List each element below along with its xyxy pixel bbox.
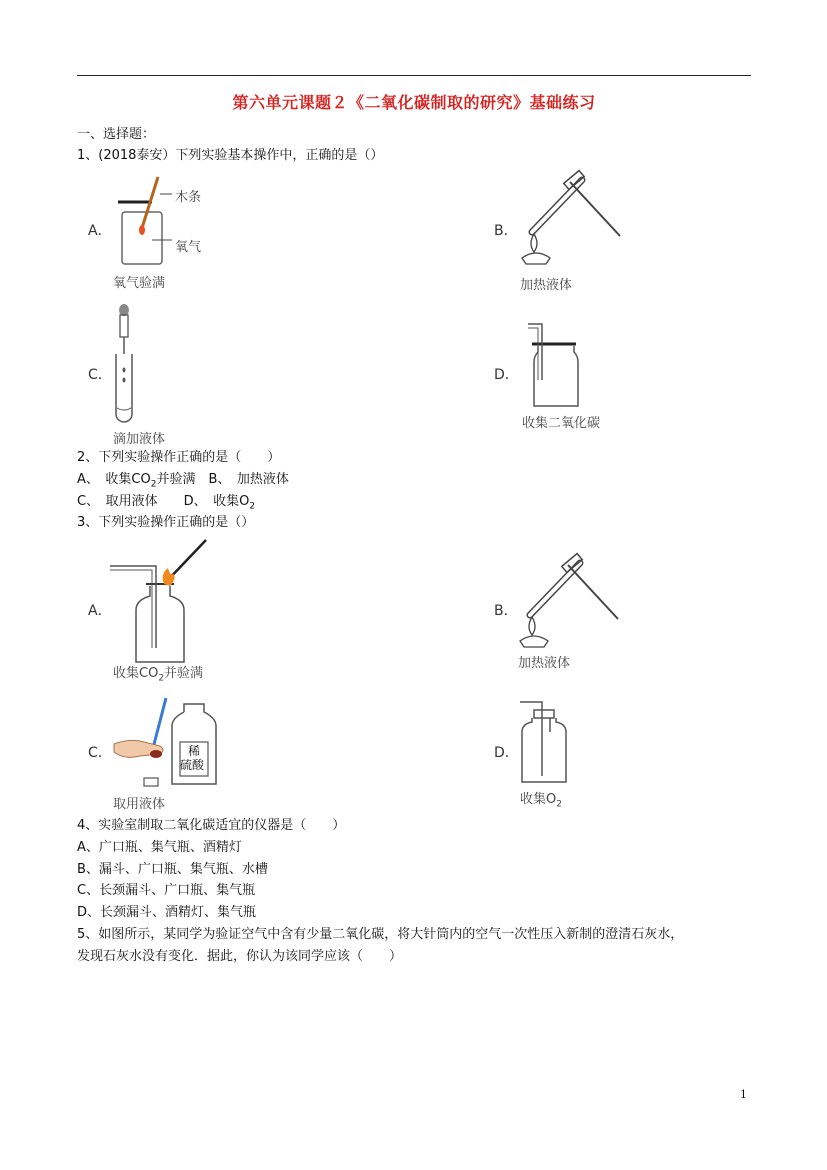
q1-d-figure <box>520 320 600 410</box>
q3-c-caption: 取用液体 <box>113 797 166 812</box>
section-heading: 一、选择题： <box>77 127 156 142</box>
page-number: 1 <box>740 1088 747 1101</box>
q2-stem: 2、下列实验操作正确的是（ ） <box>77 450 281 465</box>
header-rule <box>77 75 751 76</box>
q2-options-cd <box>77 494 255 515</box>
q1-c-figure <box>110 302 150 427</box>
q3-a-caption-tail: 并验满 <box>164 666 204 681</box>
q2-option-c: C、 取用液体 D、 收集O <box>77 494 250 509</box>
q1-a-figure <box>110 172 220 272</box>
q1-a-caption: 氧气验满 <box>113 276 166 291</box>
q3-d-caption <box>520 788 562 810</box>
q1-c-caption: 滴加液体 <box>113 432 166 447</box>
q3-b-caption: 加热液体 <box>518 656 571 671</box>
q1-option-c-letter: C． <box>88 367 112 383</box>
q4-option-b: B、漏斗、广口瓶、集气瓶、水槽 <box>77 862 268 877</box>
q3-option-c-letter: C． <box>88 745 112 761</box>
q3-a-caption-text: 收集CO <box>113 666 159 681</box>
q3-a-caption-sub: 2 <box>158 673 165 684</box>
q3-option-d-letter: D． <box>494 745 519 761</box>
q3-d-caption-text: 收集O <box>520 792 557 807</box>
q4-option-a: A、广口瓶、集气瓶、酒精灯 <box>77 840 242 855</box>
q1-option-d-letter: D． <box>494 367 519 383</box>
page-title: 第六单元课题２《二氧化碳制取的研究》基础练习 <box>232 93 596 112</box>
q2-option-c-sub: 2 <box>249 501 256 512</box>
q1-a-stick-label: 木条 <box>175 190 202 205</box>
q3-d-figure <box>518 696 588 792</box>
q3-a-figure <box>110 536 220 664</box>
q3-d-caption-sub: 2 <box>556 799 562 810</box>
q4-stem: 4、实验室制取二氧化碳适宜的仪器是（ ） <box>77 818 346 833</box>
q5-stem-line2: 发现石灰水没有变化．据此，你认为该同学应该（ ） <box>77 949 403 964</box>
q4-option-c: C、长颈漏斗、广口瓶、集气瓶 <box>77 883 256 898</box>
q3-stem: 3、下列实验操作正确的是（） <box>77 515 255 530</box>
q5-stem-line1: 5、如图所示，某同学为验证空气中含有少量二氧化碳，将大针筒内的空气一次性压入新制的澄清石灰水， <box>77 927 684 942</box>
q2-option-a: A、 收集CO <box>77 472 151 487</box>
q2-option-a-sub: 2 <box>150 479 157 490</box>
q3-c-bottle-label <box>179 744 206 772</box>
q3-c-bottle-label-line1: 稀 <box>187 744 200 758</box>
q3-option-b-letter: B． <box>494 603 518 619</box>
q3-c-bottle-label-line2: 硫酸 <box>179 758 204 772</box>
q3-b-figure <box>518 553 628 653</box>
q1-d-caption: 收集二氧化碳 <box>522 416 601 431</box>
q1-option-a-letter: A． <box>88 223 112 239</box>
q1-a-gas-label: 氧气 <box>175 240 202 255</box>
q2-options-ab <box>77 472 289 493</box>
q1-option-b-letter: B． <box>494 223 518 239</box>
q1-b-caption: 加热液体 <box>520 278 573 293</box>
q3-a-caption <box>113 662 203 684</box>
q1-b-figure <box>520 170 630 270</box>
q4-option-d: D、长颈漏斗、酒精灯、集气瓶 <box>77 905 257 920</box>
q3-option-a-letter: A． <box>88 603 112 619</box>
q1-stem: 1、(2018泰安）下列实验基本操作中，正确的是（） <box>77 148 384 163</box>
q2-option-a-tail: 并验满 B、 加热液体 <box>156 472 289 487</box>
